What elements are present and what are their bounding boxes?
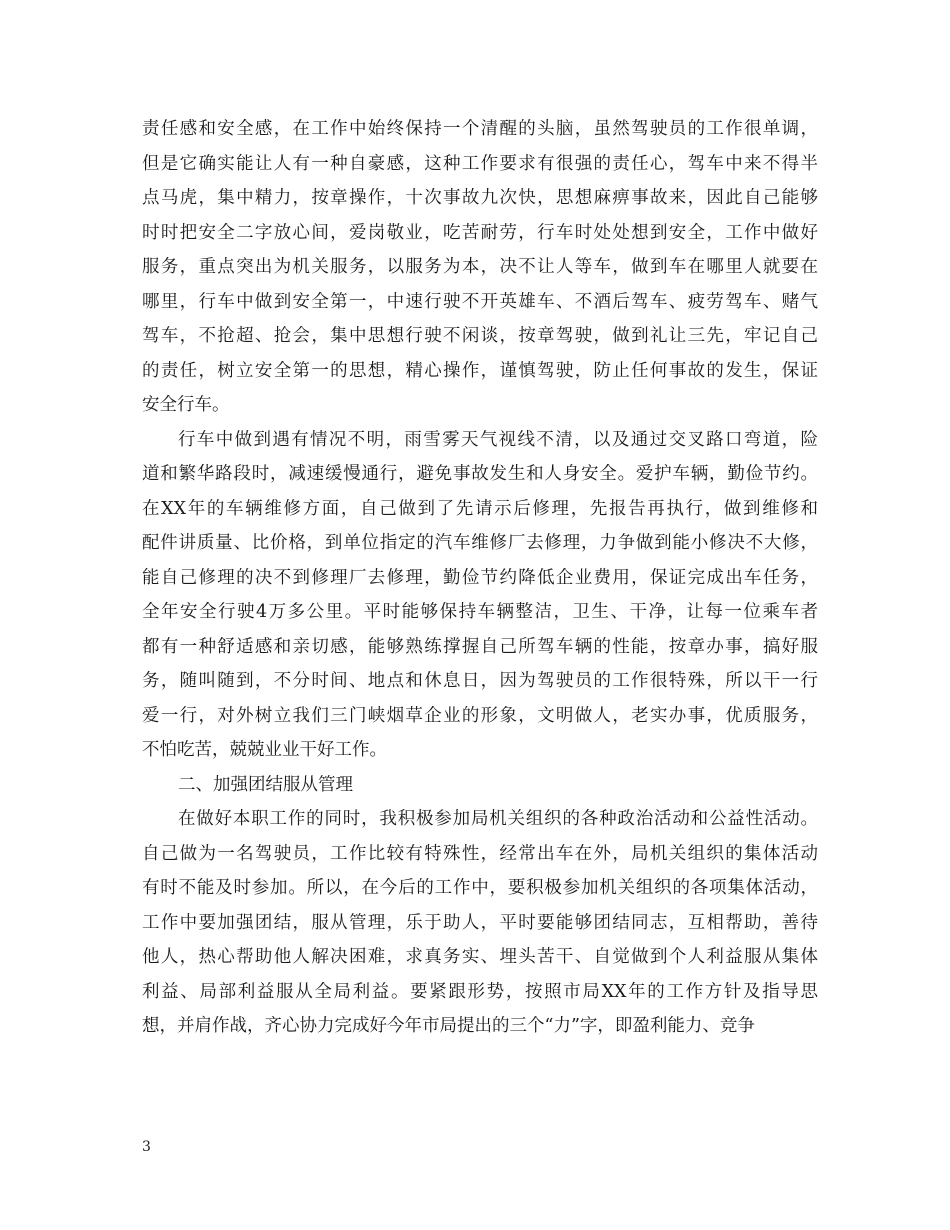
text-line: 的责任，树立安全第一的思想，精心操作，谨慎驾驶，防止任何事故的发生，保证 (142, 360, 818, 381)
paragraph (142, 112, 818, 423)
text-line: 想，并肩作战，齐心协力完成好今年市局提出的三个“力”字，即盈利能力、竞争 (142, 1016, 755, 1036)
text-line: 驾车，不抢超、抢会，集中思想行驶不闲谈，按章驾驶，做到礼让三先，牢记自己 (142, 326, 818, 346)
text-line: 有时不能及时参加。所以，在今后的工作中，要积极参加机关组织的各项集体活动， (142, 878, 818, 898)
text-line: 行车中做到遇有情况不明，雨雪雾天气视线不清，以及通过交叉路口弯道，险 (178, 429, 818, 450)
text-line: 责任感和安全感，在工作中始终保持一个清醒的头脑，虽然驾驶员的工作很单调， (142, 119, 818, 139)
text-line: 自己做为一名驾驶员，工作比较有特殊性，经常出车在外，局机关组织的集体活动 (142, 843, 818, 864)
text-line: 务，随叫随到，不分时间、地点和休息日，因为驾驶员的工作很特殊，所以干一行 (142, 671, 818, 691)
paragraph (142, 802, 818, 1044)
text-line: 安全行车。 (142, 395, 230, 415)
text-line: 爱一行，对外树立我们三门峡烟草企业的形象，文明做人，老实办事，优质服务， (142, 705, 818, 726)
paragraph (142, 423, 818, 768)
text-line: 全年安全行驶4万多公里。平时能够保持车辆整洁，卫生、干净，让每一位乘车者 (142, 602, 818, 622)
text-line: 服务，重点突出为机关服务，以服务为本，决不让人等车，做到车在哪里人就要在 (142, 257, 818, 277)
text-line: 都有一种舒适感和亲切感，能够熟练撑握自己所驾车辆的性能，按章办事，搞好服 (142, 636, 818, 657)
paragraph (142, 768, 818, 803)
text-line: 不怕吃苦，兢兢业业干好工作。 (142, 740, 387, 760)
text-line: 他人，热心帮助他人解决困难，求真务实、埋头苦干、自觉做到个人利益服从集体 (142, 947, 818, 967)
text-line: 时时把安全二字放心间，爱岗敬业，吃苦耐劳，行车时处处想到安全，工作中做好 (142, 222, 818, 243)
text-line: 哪里，行车中做到安全第一，中速行驶不开英雄车、不酒后驾车、疲劳驾车、赌气 (142, 291, 818, 312)
text-line: 利益、局部利益服从全局利益。要紧跟形势，按照市局XX年的工作方针及指导思 (142, 981, 818, 1002)
text-line: 配件讲质量、比价格，到单位指定的汽车维修厂去修理，力争做到能小修决不大修， (142, 533, 818, 553)
text-line: 能自己修理的决不到修理厂去修理，勤俭节约降低企业费用，保证完成出车任务， (142, 567, 818, 588)
text-line: 但是它确实能让人有一种自豪感，这种工作要求有很强的责任心，驾车中来不得半 (142, 153, 818, 174)
text-line: 二、加强团结服从管理 (178, 774, 353, 795)
text-line: 工作中要加强团结，服从管理，乐于助人，平时要能够团结同志，互相帮助，善待 (142, 912, 818, 933)
text-line: 在XX年的车辆维修方面，自己做到了先请示后修理，先报告再执行，做到维修和 (142, 498, 818, 519)
text-line: 在做好本职工作的同时，我积极参加局机关组织的各种政治活动和公益性活动。 (178, 809, 818, 829)
text-line: 点马虎，集中精力，按章操作，十次事故九次快，思想麻痹事故来，因此自己能够 (142, 188, 818, 208)
text-line: 道和繁华路段时，减速缓慢通行，避免事故发生和人身安全。爱护车辆，勤俭节约。 (142, 464, 818, 484)
page-number: 3 (142, 1139, 151, 1155)
body-text (142, 112, 818, 1044)
